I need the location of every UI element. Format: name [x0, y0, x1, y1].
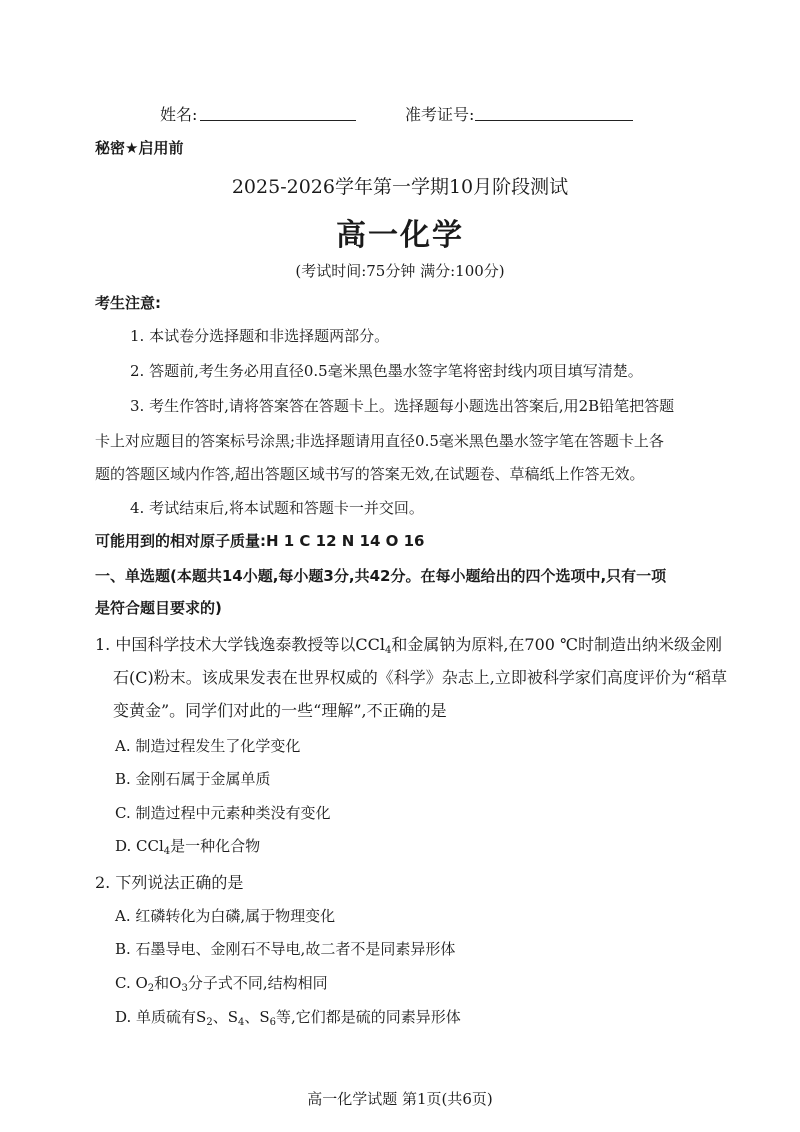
q1-stem-line-3: 变黄金”。同学们对此的一些“理解”,不正确的是	[113, 701, 447, 720]
q2-option-a: A. 红磷转化为白磷,属于物理变化	[115, 907, 336, 925]
notice-item-3-line-1: 3. 考生作答时,请将答案答在答题卡上。选择题每小题选出答案后,用2B铅笔把答题	[130, 397, 675, 415]
q2-d-sub-2: 4	[237, 1017, 245, 1028]
q1-stem-line-1	[95, 632, 722, 656]
q2-c-text-b: 和O	[154, 974, 182, 992]
exam-id-label: 准考证号:	[405, 105, 475, 124]
q1-option-c: C. 制造过程中元素种类没有变化	[115, 804, 331, 822]
q1-d-text-b: 是一种化合物	[170, 837, 261, 855]
q1-sub: 4	[384, 645, 392, 656]
secret-mark: 秘密★启用前	[95, 139, 184, 157]
exam-info: (考试时间:75分钟 满分:100分)	[295, 262, 505, 280]
q2-option-d	[115, 1006, 461, 1028]
q2-option-c	[115, 972, 328, 994]
exam-id-blank-line	[475, 120, 633, 121]
q1-d-sub: 4	[163, 846, 171, 857]
q2-option-b: B. 石墨导电、金刚石不导电,故二者不是同素异形体	[115, 940, 456, 958]
q2-d-text-a: D. 单质硫有S	[115, 1008, 207, 1026]
q2-c-sub-2: 3	[181, 983, 188, 994]
q2-d-sub-3: 6	[269, 1017, 276, 1028]
q2-c-text-a: C. O	[115, 974, 148, 992]
q1-option-a: A. 制造过程发生了化学变化	[115, 737, 301, 755]
notice-heading: 考生注意:	[95, 294, 161, 312]
q2-d-text-d: 等,它们都是硫的同素异形体	[276, 1008, 461, 1026]
q2-d-text-b: 、S	[212, 1008, 238, 1026]
page-footer: 高一化学试题 第1页(共6页)	[307, 1090, 493, 1108]
q1-text-a: 1. 中国科学技术大学钱逸泰教授等以CCl	[95, 635, 385, 654]
q2-d-text-c: 、S	[244, 1008, 270, 1026]
notice-item-3-line-2: 卡上对应题目的答案标号涂黑;非选择题请用直径0.5毫米黑色墨水签字笔在答题卡上各	[95, 432, 664, 450]
section-heading-line-2: 是符合题目要求的)	[95, 599, 222, 617]
subject-title: 高一化学	[336, 218, 464, 253]
notice-item-3-line-3: 题的答题区域内作答,超出答题区域书写的答案无效,在试题卷、草稿纸上作答无效。	[95, 465, 645, 483]
notice-item-1: 1. 本试卷分选择题和非选择题两部分。	[130, 327, 390, 345]
q1-text-b: 和金属钠为原料,在700 ℃时制造出纳米级金刚	[391, 635, 722, 654]
notice-item-4: 4. 考试结束后,将本试题和答题卡一并交回。	[130, 499, 424, 517]
q2-c-text-c: 分子式不同,结构相同	[187, 974, 328, 992]
notice-item-2: 2. 答题前,考生务必用直径0.5毫米黑色墨水签字笔将密封线内项目填写清楚。	[130, 362, 643, 380]
q1-stem-line-2: 石(C)粉末。该成果发表在世界权威的《科学》杂志上,立即被科学家们高度评价为“稻草	[113, 668, 727, 687]
q1-option-b: B. 金刚石属于金属单质	[115, 770, 271, 788]
q2-d-sub-1: 2	[206, 1017, 213, 1028]
q1-option-d	[115, 835, 260, 857]
name-blank-line	[200, 120, 356, 121]
atomic-mass-line: 可能用到的相对原子质量:H 1 C 12 N 14 O 16	[95, 532, 425, 550]
q2-c-sub-1: 2	[147, 983, 155, 994]
name-label: 姓名:	[160, 105, 198, 124]
section-heading-line-1: 一、单选题(本题共14小题,每小题3分,共42分。在每小题给出的四个选项中,只有一项	[95, 567, 667, 585]
exam-title: 2025-2026学年第一学期10月阶段测试	[231, 176, 569, 198]
q2-stem: 2. 下列说法正确的是	[95, 873, 244, 892]
q1-d-text-a: D. CCl	[115, 837, 164, 855]
